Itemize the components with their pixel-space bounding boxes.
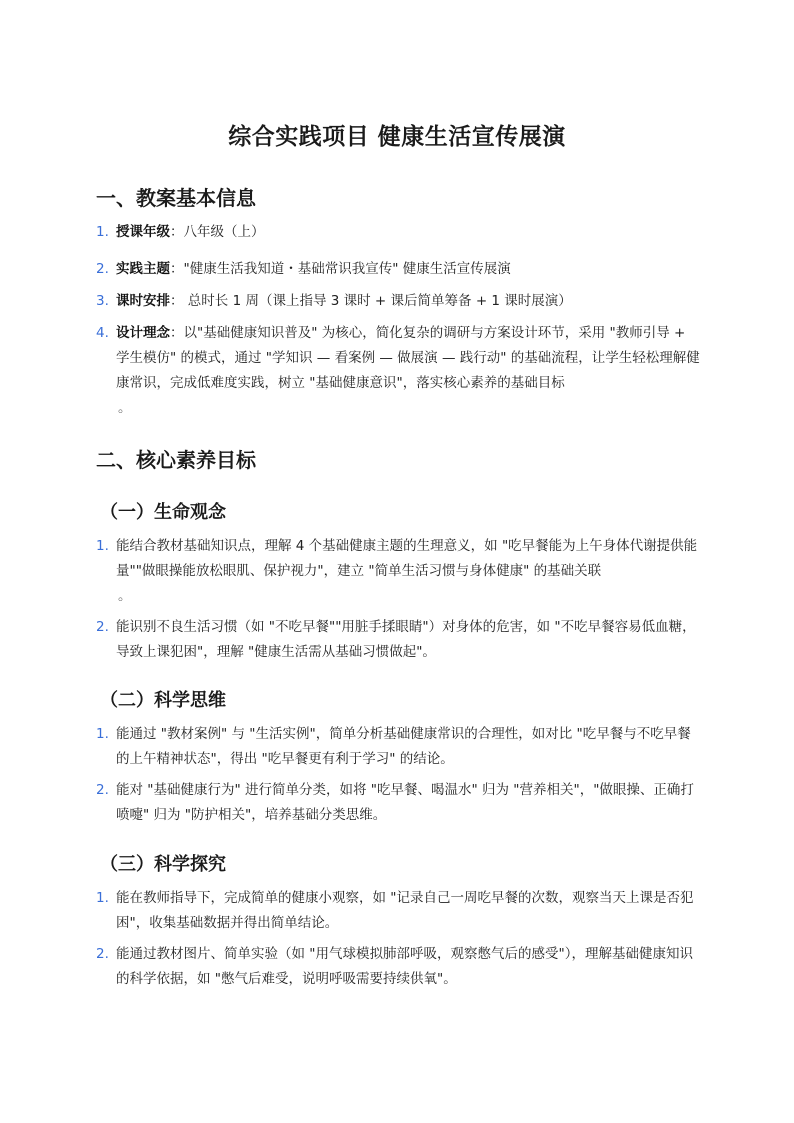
list-item [96, 289, 702, 314]
scientific-inquiry-list [96, 886, 702, 992]
list-item [96, 778, 702, 828]
label-separator: ： [170, 224, 184, 240]
item-label: 实践主题 [116, 261, 170, 277]
trailing-punctuation: 。 [118, 588, 132, 604]
list-item [96, 321, 702, 421]
scientific-thinking-list [96, 722, 702, 828]
item-text: 八年级（上） [183, 224, 265, 240]
item-label: 课时安排 [116, 293, 170, 309]
list-number: 3. [96, 293, 109, 309]
trailing-punctuation: 。 [118, 400, 132, 416]
life-concept-list [96, 534, 702, 665]
label-separator: ： [170, 293, 184, 309]
label-separator: ： [170, 261, 184, 277]
item-text: 能结合教材基础知识点，理解 4 个基础健康主题的生理意义，如 "吃早餐能为上午身体代谢提供能量""做眼操能放松眼肌、保护视力"，建立 "简单生活习惯与身体健康" 的基础关联 [116, 538, 698, 579]
list-number: 4. [96, 325, 109, 341]
list-number: 1. [96, 726, 109, 742]
list-item [96, 886, 702, 936]
list-item [96, 257, 702, 282]
item-text: 能在教师指导下，完成简单的健康小观察，如 "记录自己一周吃早餐的次数，观察当天上课是否犯困"，收集基础数据并得出简单结论。 [116, 890, 694, 931]
label-separator: ： [170, 325, 184, 341]
subsection-heading-life-concept: （一）生命观念 [100, 502, 226, 523]
item-text: "健康生活我知道・基础常识我宣传" 健康生活宣传展演 [183, 261, 511, 277]
item-text: 以"基础健康知识普及" 为核心，简化复杂的调研与方案设计环节，采用 "教师引导 + 学生模仿" 的模式，通过 "学知识 — 看案例 — 做展演 — 践行动" 的基础流程，让学生轻松理解健康常识，完成低难度实践，树立 "基础健康意识"，落实核心素养的基础目标 [116, 325, 700, 391]
item-label: 设计理念 [116, 325, 170, 341]
list-item [96, 534, 702, 609]
list-number: 1. [96, 890, 109, 906]
list-number: 1. [96, 538, 109, 554]
subsection-heading-scientific-inquiry: （三）科学探究 [100, 854, 226, 875]
list-number: 2. [96, 782, 109, 798]
subsection-heading-scientific-thinking: （二）科学思维 [100, 690, 226, 711]
list-item [96, 722, 702, 772]
item-text: 能识别不良生活习惯（如 "不吃早餐""用脏手揉眼睛"）对身体的危害，如 "不吃早餐容易低血糖，导致上课犯困"，理解 "健康生活需从基础习惯做起"。 [116, 619, 696, 660]
list-item [96, 615, 702, 665]
section-heading-core-literacy: 二、核心素养目标 [96, 448, 256, 472]
list-number: 2. [96, 619, 109, 635]
list-number: 2. [96, 261, 109, 277]
section-heading-basic-info: 一、教案基本信息 [96, 186, 256, 210]
item-text: 总时长 1 周（课上指导 3 课时 + 课后简单筹备 + 1 课时展演） [183, 293, 572, 309]
list-number: 2. [96, 946, 109, 962]
item-text: 能通过 "教材案例" 与 "生活实例"，简单分析基础健康常识的合理性，如对比 "吃早餐与不吃早餐的上午精神状态"，得出 "吃早餐更有利于学习" 的结论。 [116, 726, 691, 767]
document-title: 综合实践项目 健康生活宣传展演 [228, 124, 566, 150]
basic-info-list [96, 220, 702, 421]
list-item [96, 220, 702, 245]
item-text: 能通过教材图片、简单实验（如 "用气球模拟肺部呼吸，观察憋气后的感受"），理解基础健康知识的科学依据，如 "憋气后难受，说明呼吸需要持续供氧"。 [116, 946, 693, 987]
list-item [96, 942, 702, 992]
item-label: 授课年级 [116, 224, 170, 240]
list-number: 1. [96, 224, 109, 240]
item-text: 能对 "基础健康行为" 进行简单分类，如将 "吃早餐、喝温水" 归为 "营养相关"，"做眼操、正确打喷嚏" 归为 "防护相关"，培养基础分类思维。 [116, 782, 694, 823]
